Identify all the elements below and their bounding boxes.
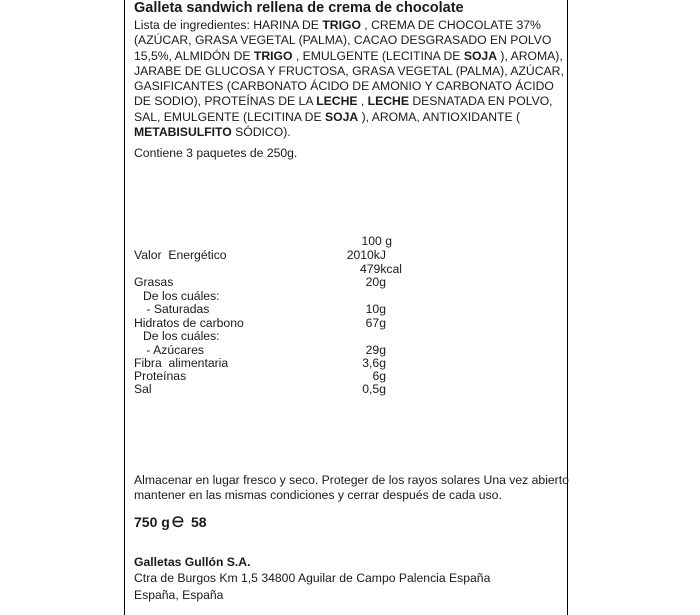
manufacturer-country: España, España: [134, 588, 224, 602]
allergen-text: SOJA: [463, 48, 498, 63]
allergen-text: SOJA: [324, 109, 359, 124]
allergen-text: TRIGO: [322, 18, 361, 32]
ingredient-text: SAL, EMULGENTE (LECITINA DE: [134, 109, 325, 124]
nutrition-label: Sal: [134, 382, 152, 396]
ingredients-line: [134, 125, 564, 140]
estimated-sign-icon: [172, 514, 184, 528]
nutrition-label: De los cuáles:: [143, 289, 220, 303]
nutrition-value: 479kcal: [359, 262, 402, 276]
ingredient-text: Lista de ingredientes: HARINA DE: [134, 18, 323, 32]
ingredient-text: DE SODIO), PROTEÍNAS DE LA: [134, 94, 317, 109]
ingredients-line: [134, 94, 564, 109]
nutrition-label: De los cuáles:: [143, 329, 220, 343]
ingredient-text: ,: [357, 94, 368, 109]
ingredients-line: [134, 64, 564, 79]
net-weight-code: 58: [191, 514, 207, 530]
ingredient-text: 15,5%, ALMIDÓN DE: [134, 48, 254, 63]
ingredients-line: [134, 79, 564, 94]
ingredients-line: [134, 110, 564, 125]
nutrition-value: 3,6g: [362, 356, 386, 370]
ingredient-text: , CREMA DE CHOCOLATE 37%: [360, 18, 541, 32]
ingredients-line: [134, 33, 564, 48]
storage-instructions: [134, 473, 569, 504]
nutrition-label: Fibra alimentaria: [134, 356, 229, 370]
net-weight: 750 g: [134, 514, 170, 530]
storage-line: mantener en las mismas condiciones y cerrar después de cada uso.: [134, 488, 502, 503]
nutrition-label: - Saturadas: [143, 302, 210, 316]
ingredient-text: SÓDICO).: [231, 125, 291, 140]
ingredients-line: [134, 18, 564, 33]
allergen-text: LECHE: [367, 94, 409, 109]
ingredient-text: GASIFICANTES (CARBONATO ÁCIDO DE AMONIO Y CARBONATO ÁCIDO: [134, 79, 554, 94]
nutrition-column-header: 100 g: [361, 234, 392, 248]
nutrition-value: 10g: [365, 302, 386, 316]
ingredient-text: ), AROMA),: [497, 48, 563, 63]
nutrition-value: 2010kJ: [346, 248, 386, 262]
nutrition-label: Valor Energético: [134, 248, 227, 262]
ingredient-text: JARABE DE GLUCOSA Y FRUCTOSA, GRASA VEGETAL (PALMA), AZÚCAR,: [134, 63, 564, 78]
package-contents: Contiene 3 paquetes de 250g.: [134, 146, 298, 160]
nutrition-value: 29g: [365, 343, 386, 357]
nutrition-value: 6g: [372, 369, 386, 383]
nutrition-label: - Azúcares: [143, 343, 204, 357]
storage-line: Almacenar en lugar fresco y seco. Proteger de los rayos solares Una vez abierto: [134, 473, 569, 487]
manufacturer-name: Galletas Gullón S.A.: [134, 555, 251, 569]
ingredient-text: (AZÚCAR, GRASA VEGETAL (PALMA), CACAO DESGRASADO EN POLVO: [134, 33, 552, 48]
nutrition-value: 0,5g: [362, 382, 386, 396]
product-title: Galleta sandwich rellena de crema de chocolate: [134, 0, 464, 16]
nutrition-label: Proteínas: [134, 369, 187, 383]
allergen-text: METABISULFITO: [134, 125, 232, 140]
manufacturer-address: Ctra de Burgos Km 1,5 34800 Aguilar de Campo Palencia España: [134, 571, 491, 585]
nutrition-value: 20g: [365, 275, 386, 289]
ingredients-list: [134, 18, 564, 140]
allergen-text: LECHE: [316, 94, 358, 109]
nutrition-value: 67g: [365, 316, 386, 330]
allergen-text: TRIGO: [253, 48, 293, 63]
nutrition-label: Grasas: [134, 275, 174, 289]
ingredient-text: , EMULGENTE (LECITINA DE: [292, 48, 464, 63]
nutrition-label: Hidratos de carbono: [134, 316, 244, 330]
ingredient-text: ), AROMA, ANTIOXIDANTE (: [358, 109, 521, 124]
ingredient-text: DESNATADA EN POLVO,: [408, 94, 553, 109]
ingredients-line: [134, 49, 564, 64]
